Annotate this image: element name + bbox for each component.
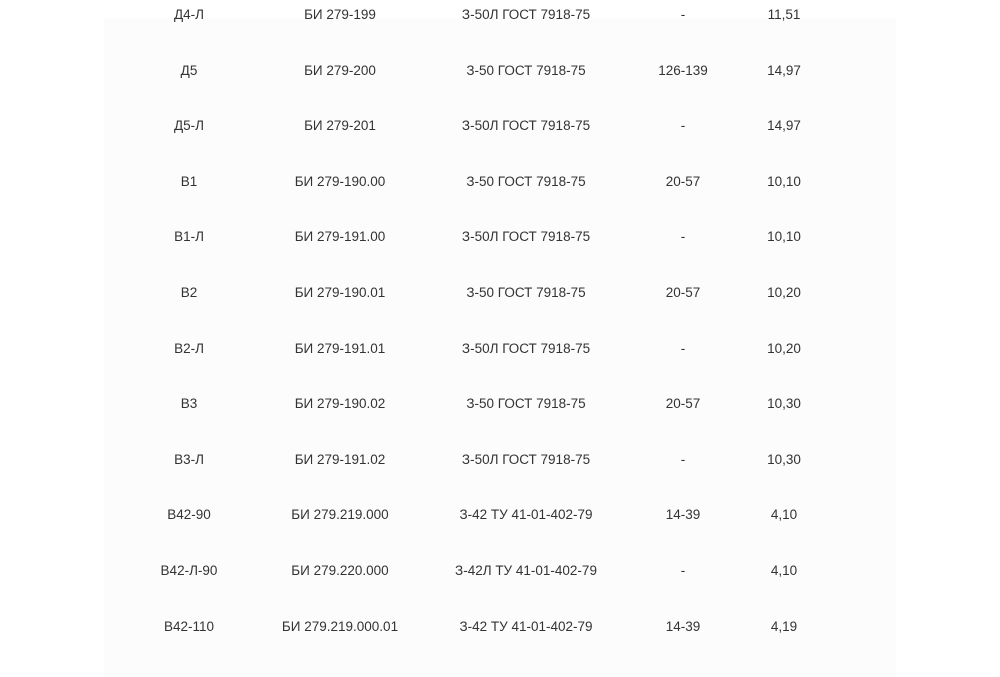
table-cell-value: 10,10 bbox=[767, 229, 801, 245]
table-cell-drawing-number: БИ 279-190.00 bbox=[294, 173, 386, 189]
table-row bbox=[0, 117, 1000, 173]
table-cell-standard: З-50 ГОСТ 7918-75 bbox=[466, 396, 586, 412]
table-cell-standard: З-42 ТУ 41-01-402-79 bbox=[459, 618, 593, 634]
table-cell-value: 4,10 bbox=[770, 507, 798, 523]
table-cell-standard: З-50Л ГОСТ 7918-75 bbox=[461, 229, 591, 245]
table-row bbox=[0, 451, 1000, 507]
table-cell-standard: З-50Л ГОСТ 7918-75 bbox=[461, 118, 591, 134]
table-cell-designation: Д4-Л bbox=[173, 7, 205, 22]
table-cell-value: 10,10 bbox=[767, 173, 801, 189]
table-cell-designation: В3 bbox=[180, 396, 198, 412]
table-cell-designation: В2 bbox=[180, 284, 198, 300]
table-row bbox=[0, 340, 1000, 396]
table-cell-drawing-number: БИ 279-190.02 bbox=[294, 396, 386, 412]
table-cell-range: - bbox=[680, 229, 686, 245]
table-cell-drawing-number: БИ 279.220.000 bbox=[291, 562, 389, 578]
table-cell-designation: Д5-Л bbox=[173, 118, 205, 134]
table-cell-designation: В42-90 bbox=[167, 507, 211, 523]
table-cell-value: 14,97 bbox=[767, 62, 801, 78]
table-row bbox=[0, 228, 1000, 284]
table-cell-range: - bbox=[680, 7, 686, 22]
table-cell-standard: З-42Л ТУ 41-01-402-79 bbox=[455, 562, 597, 578]
table-cell-value: 10,30 bbox=[767, 451, 801, 467]
table-cell-drawing-number: БИ 279-191.00 bbox=[294, 229, 386, 245]
data-table bbox=[0, 6, 1000, 673]
table-cell-drawing-number: БИ 279-191.01 bbox=[294, 340, 386, 356]
table-cell-drawing-number: БИ 279-201 bbox=[304, 118, 376, 134]
table-cell-designation: Д5 bbox=[180, 62, 198, 78]
table-cell-standard: З-50Л ГОСТ 7918-75 bbox=[461, 451, 591, 467]
table-row bbox=[0, 506, 1000, 562]
table-row bbox=[0, 6, 1000, 62]
table-cell-designation: В3-Л bbox=[174, 451, 204, 467]
table-row bbox=[0, 562, 1000, 618]
table-row bbox=[0, 173, 1000, 229]
table-cell-value: 11,51 bbox=[767, 7, 801, 22]
table-cell-drawing-number: БИ 279-200 bbox=[304, 62, 376, 78]
table-cell-value: 14,97 bbox=[767, 118, 801, 134]
table-cell-drawing-number: БИ 279.219.000.01 bbox=[281, 618, 399, 634]
table-cell-drawing-number: БИ 279.219.000 bbox=[291, 507, 389, 523]
table-cell-standard: З-50 ГОСТ 7918-75 bbox=[466, 284, 586, 300]
table-cell-standard: З-42 ТУ 41-01-402-79 bbox=[459, 507, 593, 523]
table-cell-range: 20-57 bbox=[665, 396, 701, 412]
table-cell-range: 126-139 bbox=[658, 62, 708, 78]
table-row bbox=[0, 62, 1000, 118]
table-cell-value: 4,10 bbox=[770, 562, 798, 578]
table-cell-drawing-number: БИ 279-199 bbox=[304, 7, 376, 22]
table-cell-designation: В1-Л bbox=[174, 229, 204, 245]
table-cell-range: 20-57 bbox=[665, 173, 701, 189]
table-cell-standard: З-50Л ГОСТ 7918-75 bbox=[461, 7, 591, 22]
table-cell-value: 10,20 bbox=[767, 340, 801, 356]
table-cell-drawing-number: БИ 279-190.01 bbox=[294, 284, 386, 300]
table-cell-designation: В1 bbox=[180, 173, 198, 189]
table-cell-range: - bbox=[680, 451, 686, 467]
table-cell-range: 20-57 bbox=[665, 284, 701, 300]
table-cell-range: 14-39 bbox=[665, 618, 701, 634]
table-cell-standard: З-50Л ГОСТ 7918-75 bbox=[461, 340, 591, 356]
table-cell-designation: В42-110 bbox=[163, 618, 215, 634]
table-cell-range: - bbox=[680, 340, 686, 356]
table-row bbox=[0, 284, 1000, 340]
table-cell-range: - bbox=[680, 562, 686, 578]
table-cell-range: - bbox=[680, 118, 686, 134]
table-cell-value: 4,19 bbox=[770, 618, 798, 634]
table-cell-drawing-number: БИ 279-191.02 bbox=[294, 451, 386, 467]
table-cell-standard: З-50 ГОСТ 7918-75 bbox=[466, 62, 586, 78]
table-row bbox=[0, 618, 1000, 674]
table-row bbox=[0, 395, 1000, 451]
table-cell-value: 10,20 bbox=[767, 284, 801, 300]
table-cell-standard: З-50 ГОСТ 7918-75 bbox=[466, 173, 586, 189]
table-cell-designation: В42-Л-90 bbox=[160, 562, 218, 578]
table-cell-designation: В2-Л bbox=[174, 340, 204, 356]
table-cell-range: 14-39 bbox=[665, 507, 701, 523]
table-cell-value: 10,30 bbox=[767, 396, 801, 412]
